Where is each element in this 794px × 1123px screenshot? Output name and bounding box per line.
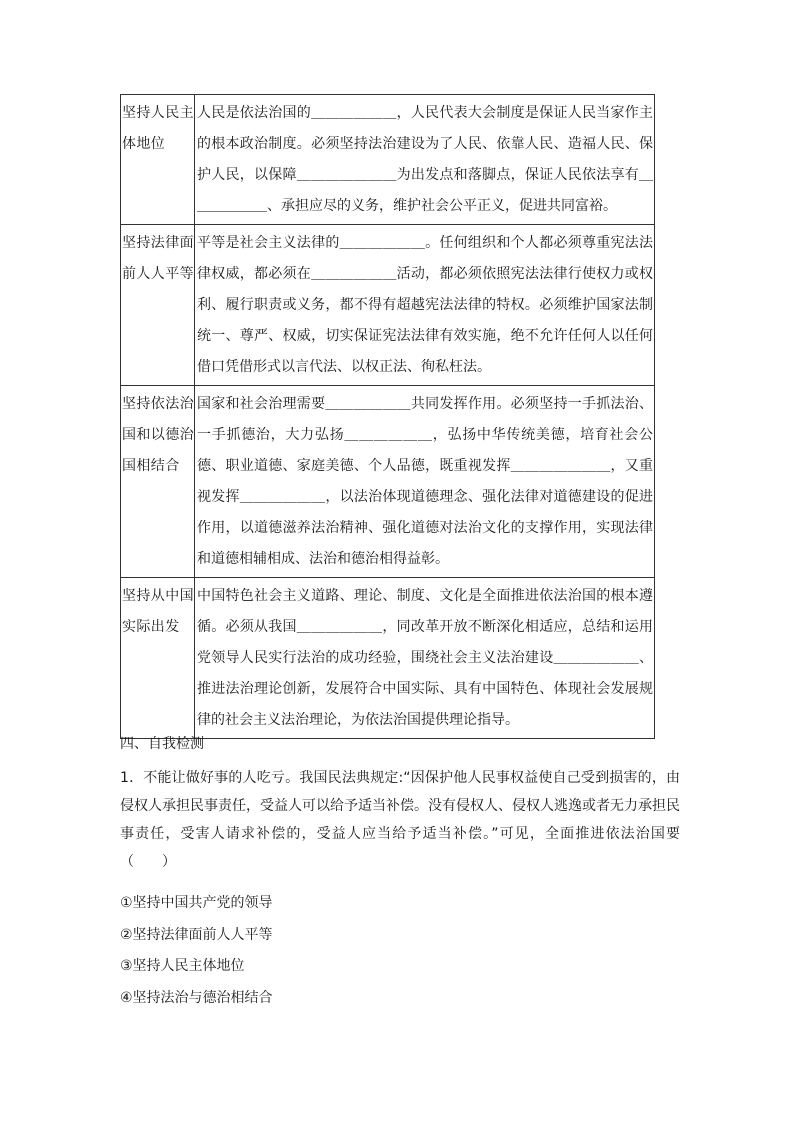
question-text: 1．不能让做好事的人吃亏。我国民法典规定:“因保护他人民事权益使自己受到损害的，由侵权人承担民事责任，受益人可以给予适当补偿。没有侵权人、侵权人逃逸或者无力承担民事责任，受害人请求补偿的，受益人应当给予适当补偿。”可见，全面推进依法治国要（ ） <box>120 770 680 870</box>
row-heading: 坚持人民主体地位 <box>121 95 195 225</box>
option-item: ④坚持法治与德治相结合 <box>120 989 273 1006</box>
row-content: 中国特色社会主义道路、理论、制度、文化是全面推进依法治国的根本遵循。必须从我国＿＿＿＿＿＿，同改革开放不断深化相适应，总结和运用党领导人民实行法治的成功经验，围绕社会主义法治建设＿＿＿＿＿＿、推进法治理论创新，发展符合中国实际、具有中国特色、体现社会发展规律的社会主义法治理论，为依法治国提供理论指导。 <box>195 578 655 739</box>
row-content: 人民是依法治国的＿＿＿＿＿＿，人民代表大会制度是保证人民当家作主的根本政治制度。必须坚持法治建设为了人民、依靠人民、造福人民、保护人民，以保障＿＿＿＿＿＿＿为出发点和落脚点，保证人民依法享有＿＿＿＿＿＿、承担应尽的义务，维护社会公平正义，促进共同富裕。 <box>195 95 655 225</box>
table-row <box>121 578 655 739</box>
table-row <box>121 95 655 225</box>
option-item: ①坚持中国共产党的领导 <box>120 895 273 911</box>
option-item: ③坚持人民主体地位 <box>120 958 245 974</box>
table-row <box>121 225 655 386</box>
section-title: 四、自我检测 <box>120 736 204 752</box>
principles-table <box>120 94 655 739</box>
row-heading: 坚持法律面前人人平等 <box>121 225 195 386</box>
row-content: 平等是社会主义法律的＿＿＿＿＿＿。任何组织和个人都必须尊重宪法法律权威，都必须在＿＿＿＿＿＿活动，都必须依照宪法法律行使权力或权利、履行职责或义务，都不得有超越宪法法律的特权。必须维护国家法制统一、尊严、权威，切实保证宪法法律有效实施，绝不允许任何人以任何借口凭借形式以言代法、以权正法、徇私枉法。 <box>195 225 655 386</box>
row-heading: 坚持依法治国和以德治国相结合 <box>121 386 195 578</box>
row-content: 国家和社会治理需要＿＿＿＿＿＿共同发挥作用。必须坚持一手抓法治、一手抓德治，大力弘扬＿＿＿＿＿＿，弘扬中华传统美德，培育社会公德、职业道德、家庭美德、个人品德，既重视发挥＿＿＿＿＿＿＿，又重视发挥＿＿＿＿＿＿，以法治体现道德理念、强化法律对道德建设的促进作用，以道德滋养法治精神、强化道德对法治文化的支撑作用，实现法律和道德相辅相成、法治和德治相得益彰。 <box>195 386 655 578</box>
row-heading: 坚持从中国实际出发 <box>121 578 195 739</box>
answer-options <box>120 888 273 1014</box>
table-row <box>121 386 655 578</box>
option-item: ②坚持法律面前人人平等 <box>120 926 273 943</box>
